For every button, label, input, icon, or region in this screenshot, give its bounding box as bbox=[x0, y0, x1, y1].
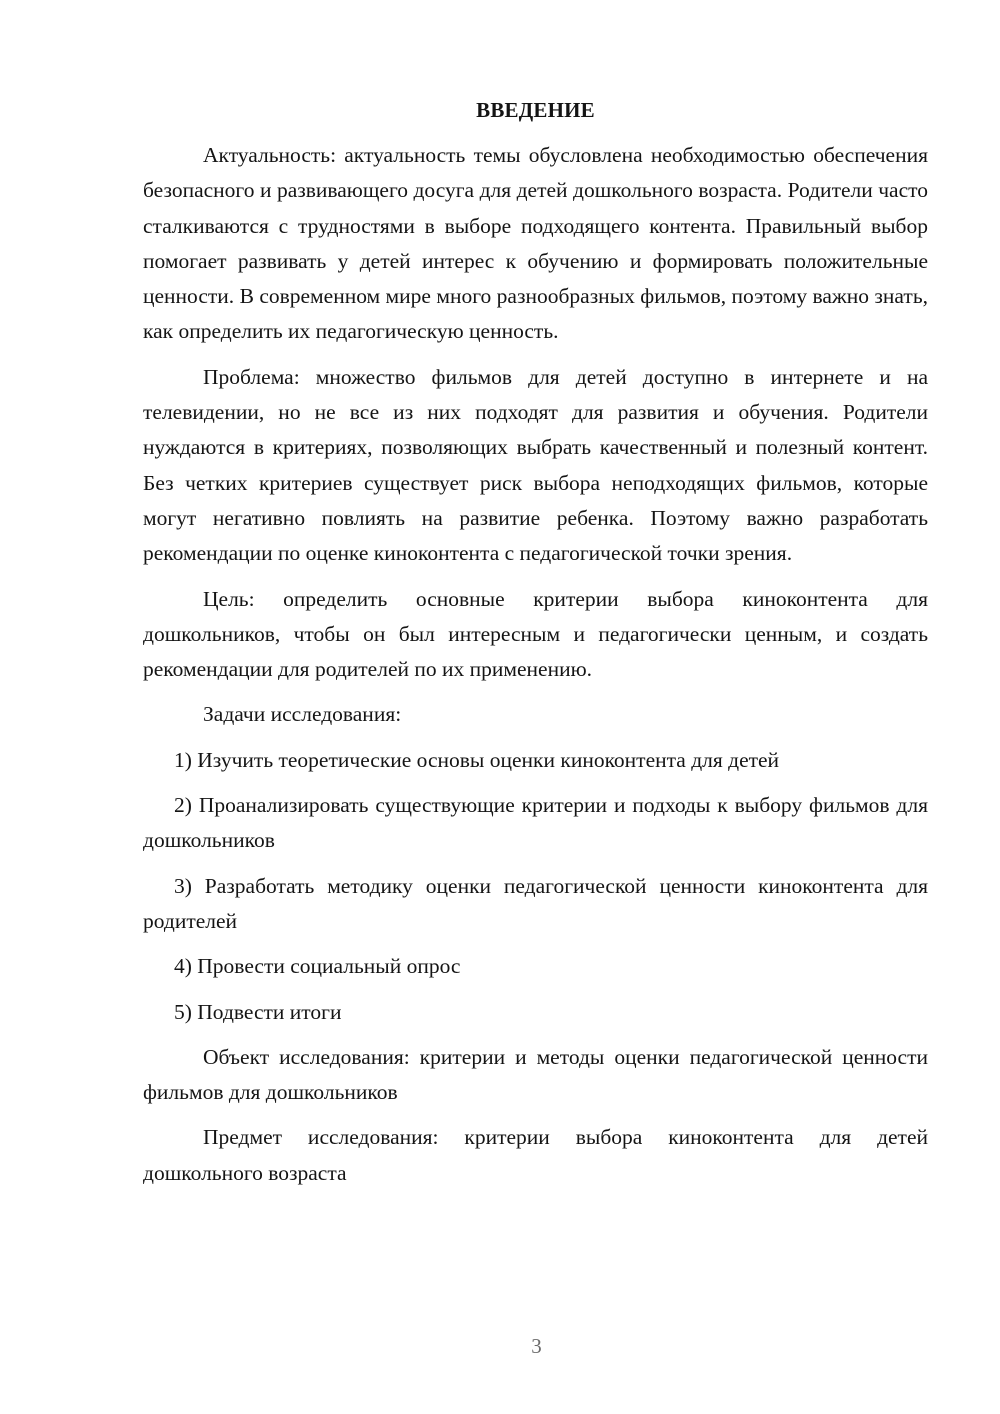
relevance-paragraph: Актуальность: актуальность темы обусловлена необходимостью обеспечения безопасного и развивающего досуга для детей дошкольного возраста. Родители часто сталкиваются с трудностями в выборе подходящего контента. Правильный выбор помогает развивать у детей интерес к обучению и формировать положительные ценности. В современном мире много разнообразных фильмов, поэтому важно знать, как определить их педагогическую ценность. bbox=[143, 143, 928, 344]
subject-paragraph: Предмет исследования: критерии выбора киноконтента для детей дошкольного возраста bbox=[143, 1125, 928, 1185]
list-item: 3) Разработать методику оценки педагогической ценности киноконтента для родителей bbox=[143, 873, 928, 933]
page-content bbox=[143, 93, 928, 1191]
tasks-list bbox=[143, 743, 928, 1030]
list-item: 2) Проанализировать существующие критерии и подходы к выбору фильмов для дошкольников bbox=[143, 793, 928, 853]
section-heading: ВВЕДЕНИЕ bbox=[476, 98, 595, 122]
page-number: 3 bbox=[531, 1334, 542, 1358]
goal-paragraph: Цель: определить основные критерии выбора киноконтента для дошкольников, чтобы он был интересным и педагогически ценным, и создать рекомендации для родителей по их применению. bbox=[143, 586, 928, 682]
list-item: 5) Подвести итоги bbox=[174, 999, 342, 1024]
list-item: 1) Изучить теоретические основы оценки киноконтента для детей bbox=[174, 747, 780, 772]
object-paragraph: Объект исследования: критерии и методы оценки педагогической ценности фильмов для дошкольников bbox=[143, 1044, 928, 1105]
problem-paragraph: Проблема: множество фильмов для детей доступно в интернете и на телевидении, но не все из них подходят для развития и обучения. Родители нуждаются в критериях, позволяющих выбрать качественный и полезный контент. Без четких критериев существует риск выбора неподходящих фильмов, которые могут негативно повлиять на развитие ребенка. Поэтому важно разработать рекомендации по оценке киноконтента с педагогической точки зрения. bbox=[143, 364, 928, 566]
tasks-intro: Задачи исследования: bbox=[203, 702, 402, 727]
list-item: 4) Провести социальный опрос bbox=[174, 954, 461, 979]
